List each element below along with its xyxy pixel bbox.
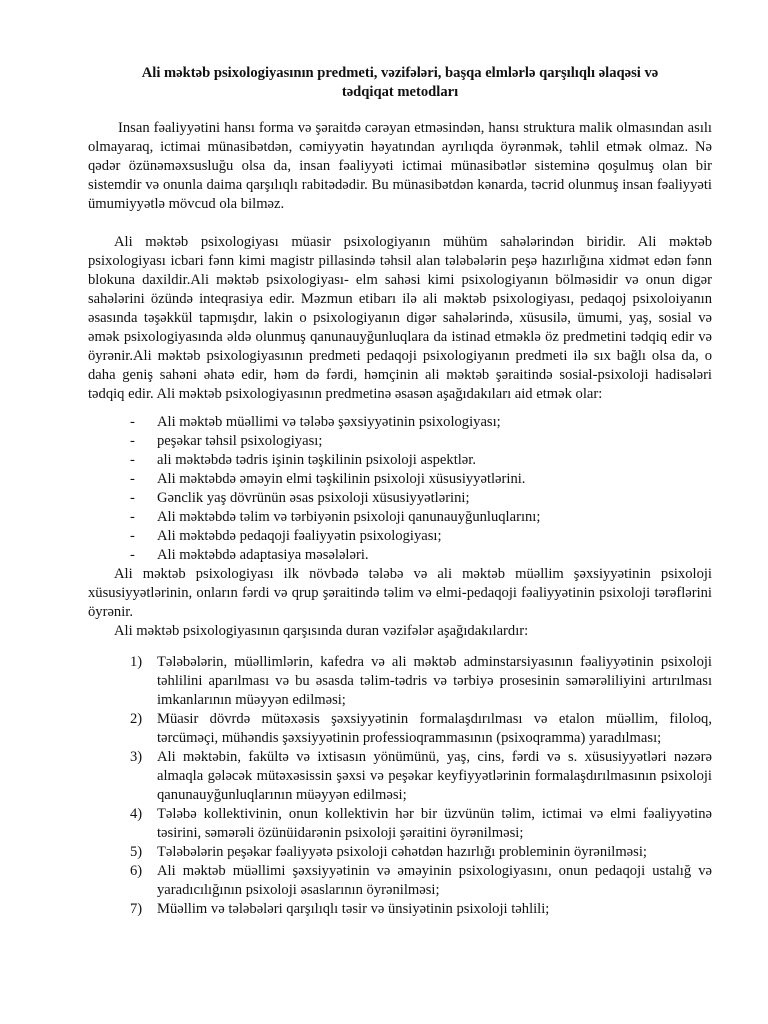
list-item: - Ali məktəb müəllimi və tələbə şəxsiyyətinin psixologiyası; xyxy=(130,413,712,432)
item-text: Tələbələrin, müəllimlərin, kafedra və ali məktəb adminstarsiyasının fəaliyyətinin psixoloji təhlilini aparılması və bu əsasda təlim-tədris və tərbiyə prosesinin səmərəliliyini artırılması imkanlarının müəyyən edilməsi; xyxy=(157,654,712,708)
list-item: - Ali məktəbdə adaptasiya məsələləri. xyxy=(130,546,712,565)
paragraph-spacer xyxy=(88,641,712,653)
item-number: 7) xyxy=(130,901,143,917)
title-line-1: Ali məktəb psixologiyasının predmeti, vəzifələri, başqa elmlərlə qarşılıqlı əlaqəsi və xyxy=(141,65,659,81)
paragraph-2: Ali məktəb psixologiyası müasir psixologiyanın mühüm sahələrindən biridir. Ali məktəb psixologiyası icbari fənn kimi magistr pillasində təhsil alan tələbələrin peşə hazırlığına xidmət edən fənn blokuna daxildir.Ali məktəb psixologiyası- elm sahəsi kimi psixologiyanın bölməsidir və onun digər sahələrini özündə inteqrasiya edir. Məzmun etibarı ilə ali məktəb psixologiyası, pedaqoj psixoloiyanın əsasında təşəkkül tapmışdır, lakin o psixologiyanın digər sahələrində, xüsusilə, ümumi, yaş, sosial və əmək psixologiyasında əldə olunmuş qanunauyğunluqlara da istinad etməklə öz predmetini tədqiq edir və öyrənir.Ali məktəb psixologiyasının predmeti pedaqoji psixologiyanın predmeti ilə sıx bağlı olsa da, o daha geniş sahəni əhatə edir, həm də fərdi, həmçinin ali məktəb şəraitində sosial-psixoloji hadisələri tədqiq edir. Ali məktəb psixologiyasının predmetinə əsasən aşağıdakıları aid etmək olar: xyxy=(88,234,712,402)
tasks-list xyxy=(88,653,712,919)
numbered-item xyxy=(130,900,712,919)
subject-list xyxy=(88,413,712,565)
list-item: - Ali məktəbdə təlim və tərbiyənin psixoloji qanunauyğunluqlarını; xyxy=(130,508,712,527)
numbered-item xyxy=(130,653,712,710)
list-item: - peşəkar təhsil psixologiyası; xyxy=(130,432,712,451)
item-text: Ali məktəb müəllimi şəxsiyyətinin və əməyinin psixologiyasını, onun pedaqoji ustalığ və yaradıcılığının psixoloji əsaslarının öyrənilməsi; xyxy=(157,863,712,898)
numbered-item xyxy=(130,862,712,900)
list-item: - Gənclik yaş dövrünün əsas psixoloji xüsusiyyətlərini; xyxy=(130,489,712,508)
paragraph-4: Ali məktəb psixologiyasının qarşısında duran vəzifələr aşağıdakılardır: xyxy=(114,623,529,639)
item-text: Müasir dövrdə mütəxəsis şəxsiyyətinin formalaşdırılması və etalon müəllim, filoloq, tərcüməçi, mühəndis şəxsiyyətinin professioqrammasının (psixoqramma) yaradılması; xyxy=(157,711,712,746)
item-text: Tələbə kollektivinin, onun kollektivin hər bir üzvünün təlim, ictimai və elmi fəaliyyətinə təsirini, səmərəli özünüidarənin psixoloji şəraitini öyrənilməsi; xyxy=(157,806,712,841)
paragraph-spacer xyxy=(88,214,712,233)
list-item: - Ali məktəbdə pedaqoji fəaliyyətin psixologiyası; xyxy=(130,527,712,546)
title-line-2: tədqiqat metodları xyxy=(341,84,459,100)
paragraph-1: Insan fəaliyyətini hansı forma və şəraitdə cərəyan etməsindən, hansı struktura malik olmasından asılı olmayaraq, ictimai münasibətdən, cəmiyyətin həyatından ayrılıqda öyrənmək, təhlil etmək olmaz. Nə qədər özünəməxsusluğu olsa da, insan fəaliyyəti ictimai münasibətlər sisteminə qoşulmuş olan bir sistemdir və onunla daima qarşılıqlı rabitədədir. Bu münasibətdən kənarda, təcrid olunmuş insan fəaliyyəti ümumiyyətlə mövcud ola bilməz. xyxy=(88,120,712,212)
numbered-item xyxy=(130,710,712,748)
item-number: 1) xyxy=(130,654,143,670)
item-number: 3) xyxy=(130,749,143,765)
item-text: Ali məktəbin, fakültə və ixtisasın yönümünü, yaş, cins, fərdi və s. xüsusiyyətləri nəzərə almaqla gələcək mütəxəsissin şəxsi və peşəkar keyfiyyətlərinin formalaşdırılmasının psixoloji qanunauyğunluqlarının müəyyən edilməsi; xyxy=(157,749,712,803)
numbered-item xyxy=(130,843,712,862)
paragraph-spacer xyxy=(88,404,712,413)
item-number: 6) xyxy=(130,863,143,879)
list-item: - Ali məktəbdə əməyin elmi təşkilinin psixoloji xüsusiyyətlərini. xyxy=(130,470,712,489)
item-number: 2) xyxy=(130,711,143,727)
item-number: 5) xyxy=(130,844,143,860)
numbered-item xyxy=(130,805,712,843)
numbered-item xyxy=(130,748,712,805)
item-number: 4) xyxy=(130,806,143,822)
item-text: Müəllim və tələbələri qarşılıqlı təsir və ünsiyətinin psixoloji təhlili; xyxy=(157,901,550,917)
document-title xyxy=(88,64,712,102)
item-text: Tələbələrin peşəkar fəaliyyətə psixoloji cəhətdən hazırlığı probleminin öyrənilməsi; xyxy=(157,844,647,860)
paragraph-3: Ali məktəb psixologiyası ilk növbədə tələbə və ali məktəb müəllim şəxsiyyətinin psixoloji xüsusiyyətlərinin, onların fərdi və qrup şəraitində təlim və elmi-pedaqoji fəaliyyətinin psixoloji tərəflərini öyrənir. xyxy=(88,566,712,620)
list-item: - ali məktəbdə tədris işinin təşkilinin psixoloji aspektlər. xyxy=(130,451,712,470)
